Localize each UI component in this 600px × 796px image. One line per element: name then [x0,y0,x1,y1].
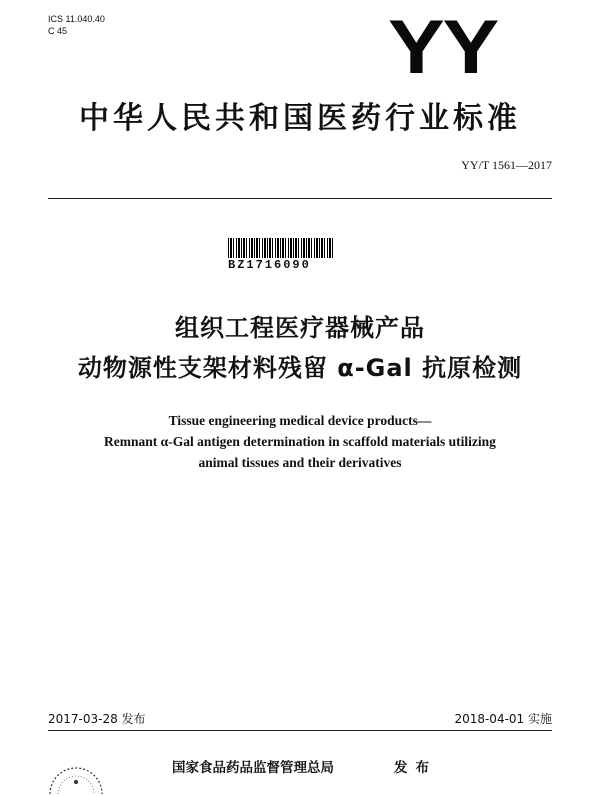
seal-icon [44,760,108,796]
bottom-divider [48,730,552,731]
yy-logo: YY [388,5,498,90]
chinese-title-line-2: 动物源性支架材料残留 α-Gal 抗原检测 [77,354,523,382]
standard-number: YY/T 1561—2017 [461,158,552,172]
english-title-line-2: Remnant α-Gal antigen determination in scaffold materials utilizing [104,434,496,449]
ics-code: ICS 11.040.40 [48,14,105,24]
issue-date: 2017-03-28 发布 [48,712,146,726]
standard-category-title: 中华人民共和国医药行业标准 [79,101,521,136]
issue-label: 发布 [394,760,437,776]
ccs-code: C 45 [48,26,68,36]
english-title-line-3: animal tissues and their derivatives [198,455,402,470]
barcode [228,238,334,272]
top-divider [48,198,552,199]
barcode-icon [228,238,334,258]
english-title [0,410,600,473]
chinese-title-line-1: 组织工程医疗器械产品 [175,314,425,342]
english-title-line-1: Tissue engineering medical device products— [168,413,432,428]
barcode-number: BZ1716090 [228,258,311,272]
implementation-date: 2018-04-01 实施 [454,712,552,726]
issuing-authority: 国家食品药品监督管理总局 [172,760,334,776]
